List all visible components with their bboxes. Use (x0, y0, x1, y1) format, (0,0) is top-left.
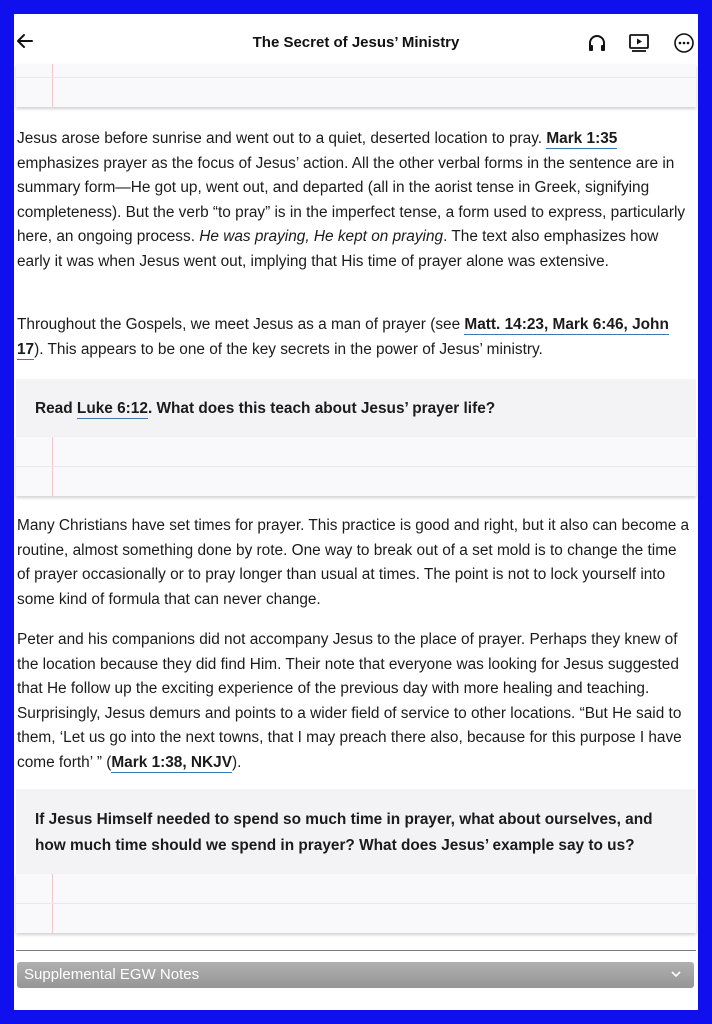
more-options-icon[interactable] (673, 32, 695, 54)
notes-area[interactable] (16, 64, 696, 107)
supplemental-notes-label: Supplemental EGW Notes (24, 966, 200, 983)
bible-reference-link[interactable]: Mark 1:38, NKJV (111, 753, 232, 771)
divider (16, 950, 696, 951)
headphones-icon[interactable] (586, 32, 608, 54)
bible-reference-link[interactable]: Matt. 14:23, Mark 6:46, John 17 (17, 316, 669, 358)
top-bar (14, 14, 698, 70)
question-box: If Jesus Himself needed to spend so much time in prayer, what about ourselves, and how much time should we spend in prayer? What does Jesus’ example say to us? (16, 789, 696, 874)
paragraph: Peter and his companions did not accompany Jesus to the place of prayer. Perhaps they knew of the location because they did find Him. Their note that everyone was looking for Jesus suggested that He follow up the exciting experience of the previous day with more healing and teaching. Surprisingly, Jesus demurs and points to a wider field of service to other locations. “But He said to them, ‘Let us go into the next towns, that I may preach there also, because for this purpose I have come forth’ ” (Mark 1:38, NKJV). (17, 631, 682, 771)
question-box: Read Luke 6:12. What does this teach about Jesus’ prayer life? (16, 379, 696, 437)
notes-area[interactable] (16, 874, 696, 933)
bible-reference-link[interactable]: Mark 1:35 (546, 130, 618, 147)
chevron-down-icon (670, 968, 682, 980)
paragraph: Throughout the Gospels, we meet Jesus as a man of prayer (see Matt. 14:23, Mark 6:46, John 17). This appears to be one of the key secrets in the power of Jesus’ ministry. (17, 316, 669, 358)
paragraph: Jesus arose before sunrise and went out to a quiet, deserted location to pray. Mark 1:35 emphasizes prayer as the focus of Jesus’ action. All the other verbal forms in the sentence are in summary form—He got up, went out, and departed (all in the aorist tense in Greek, signifying completeness). But the verb “to pray” is in the imperfect tense, a form used to express, particularly here, an ongoing process. He was praying, He kept on praying. The text also emphasizes how early it was when Jesus went out, implying that His time of prayer alone was extensive. (17, 130, 686, 270)
play-video-icon[interactable] (628, 32, 650, 54)
bible-reference-link[interactable]: Luke 6:12 (76, 400, 148, 417)
app-window (14, 14, 698, 1010)
notes-area[interactable] (16, 437, 696, 496)
supplemental-notes-toggle[interactable] (17, 962, 694, 988)
page-title: The Secret of Jesus’ Ministry (252, 34, 460, 51)
paragraph: Many Christians have set times for prayer. This practice is good and right, but it also can become a routine, almost something done by rote. One way to break out of a set mold is to change the time of prayer occasionally or to pray longer than usual at times. The point is not to lock yourself into some kind of formula that can never change. (17, 517, 690, 608)
